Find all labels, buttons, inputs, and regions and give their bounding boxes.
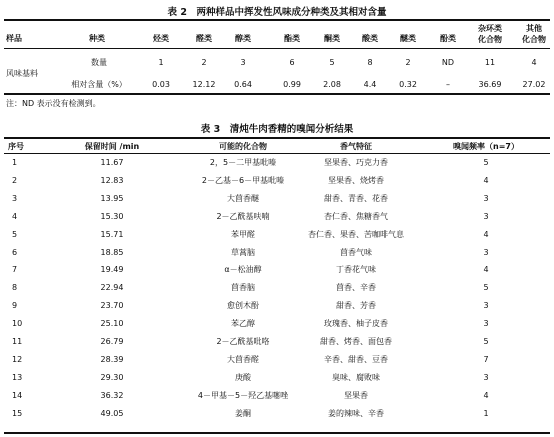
row-frequency: 3 <box>483 301 489 311</box>
row-frequency: 5 <box>483 337 489 346</box>
t2-h-esters: 酯类 <box>284 34 300 43</box>
t2-h-sample: 样品 <box>6 34 22 43</box>
row-frequency: 7 <box>483 354 489 364</box>
t2-h-kind: 种类 <box>89 34 105 43</box>
row-retention-time: 11.67 <box>100 158 124 167</box>
t2-h-heterocyclic: 杂环类 化合物 <box>478 24 502 44</box>
row-aroma: 姜的辣味、辛香 <box>328 408 384 418</box>
t3-h-aroma: 香气特征 <box>340 142 372 151</box>
row-retention-time: 28.39 <box>100 354 124 364</box>
row-frequency: 1 <box>483 408 489 418</box>
row-compound: α－松油醇 <box>224 265 262 275</box>
row-index: 6 <box>12 247 18 257</box>
table3-caption: 表 3 清炖牛肉香精的嗅闻分析结果 <box>200 124 354 135</box>
row-compound: 2－乙基－6－甲基吡嗪 <box>201 175 285 185</box>
row-retention-time: 36.32 <box>100 390 124 400</box>
row-retention-time: 15.30 <box>100 211 124 221</box>
row-index: 8 <box>12 283 18 293</box>
table3-header-rule <box>4 153 550 154</box>
row-frequency: 4 <box>483 390 489 400</box>
row-index: 1 <box>12 158 18 167</box>
row-aroma: 杏仁香、焦糖香气 <box>324 211 388 221</box>
row-retention-time: 23.70 <box>100 301 124 311</box>
row-aroma: 坚果香、巧克力香 <box>324 158 388 167</box>
row-compound: 愈创木酚 <box>227 301 259 311</box>
row-index: 4 <box>12 211 18 221</box>
t3-h-compound: 可能的化合物 <box>219 142 267 151</box>
row-frequency: 3 <box>483 247 489 257</box>
t2-h-alcohols: 醇类 <box>235 34 251 43</box>
row-index: 12 <box>12 354 23 364</box>
t3-h-retention: 保留时间 /min <box>84 142 140 151</box>
row-aroma: 茴香气味 <box>340 247 372 257</box>
row-aroma: 臭味、腐败味 <box>332 372 380 382</box>
row-retention-time: 19.49 <box>100 265 124 275</box>
row-frequency: 4 <box>483 265 489 275</box>
row-compound: 2－乙酰基吡咯 <box>216 337 270 346</box>
row-frequency: 4 <box>483 175 489 185</box>
row-frequency: 5 <box>483 283 489 293</box>
table3-top-rule <box>4 137 550 139</box>
table2-note: 注：ND 表示没有检测到。 <box>6 99 101 108</box>
row-index: 14 <box>12 390 23 400</box>
row-index: 13 <box>12 372 23 382</box>
row-aroma: 丁香花气味 <box>336 265 376 275</box>
row-compound: 庚酸 <box>235 372 251 382</box>
row-index: 5 <box>12 229 18 239</box>
row-frequency: 4 <box>483 229 489 239</box>
row-retention-time: 13.95 <box>100 193 124 203</box>
t2-h-ketones: 酮类 <box>324 34 340 43</box>
row-index: 15 <box>12 408 23 418</box>
row-frequency: 3 <box>483 193 489 203</box>
row-retention-time: 25.10 <box>100 319 124 329</box>
row-frequency: 3 <box>483 211 489 221</box>
t2-h-aldehydes: 醛类 <box>196 34 212 43</box>
row-aroma: 茴香、辛香 <box>336 283 376 293</box>
row-compound: 2，5－二甲基吡嗪 <box>209 158 277 167</box>
row-aroma: 杏仁香、果香、苦咖啡气息 <box>308 229 404 239</box>
row-index: 2 <box>12 175 18 185</box>
row-index: 10 <box>12 319 23 329</box>
t2-h-phenols: 酚类 <box>440 34 456 43</box>
row-aroma: 玫瑰香、柚子皮香 <box>324 319 388 329</box>
table2-bottom-rule <box>4 93 550 95</box>
t2-h-acids: 酸类 <box>362 34 378 43</box>
row-compound: 大茴香醚 <box>227 193 259 203</box>
row-retention-time: 12.83 <box>100 175 124 185</box>
t2-sample-name: 风味基料 <box>6 69 38 78</box>
row-compound: 姜酮 <box>235 408 251 418</box>
row-retention-time: 26.79 <box>100 337 124 346</box>
row-retention-time: 15.71 <box>100 229 124 239</box>
table2-caption: 表 2 两种样品中挥发性风味成分种类及其相对含量 <box>167 7 387 18</box>
t3-h-index: 序号 <box>8 142 24 151</box>
row-aroma: 甜香、青香、花香 <box>324 193 388 203</box>
row-compound: 大茴香醛 <box>227 354 259 364</box>
row-aroma: 甜香、芳香 <box>336 301 376 311</box>
row-retention-time: 49.05 <box>100 408 124 418</box>
row-compound: 苯甲醛 <box>231 229 255 239</box>
t3-h-frequency: 嗅闻频率（n=7） <box>453 142 519 151</box>
table2-header-rule <box>4 48 550 49</box>
row-frequency: 5 <box>483 158 489 167</box>
t2-h-others: 其他 化合物 <box>522 24 546 44</box>
row-compound: 2－乙酰基呋喃 <box>216 211 270 221</box>
row-retention-time: 22.94 <box>100 283 124 293</box>
row-aroma: 辛香、甜香、豆香 <box>324 354 388 364</box>
row-frequency: 3 <box>483 319 489 329</box>
row-index: 11 <box>12 337 23 346</box>
row-compound: 草蒿脑 <box>231 247 255 257</box>
row-index: 3 <box>12 193 18 203</box>
t2-h-hydrocarbons: 烃类 <box>153 34 169 43</box>
row-compound: 茴香脑 <box>231 283 255 293</box>
table3-bottom-rule <box>4 432 550 434</box>
table2-top-rule <box>4 19 550 21</box>
row-aroma: 坚果香、烧烤香 <box>328 175 384 185</box>
row-index: 7 <box>12 265 18 275</box>
row-retention-time: 29.30 <box>100 372 124 382</box>
row-aroma: 甜香、烤香、面包香 <box>320 337 392 346</box>
row-retention-time: 18.85 <box>100 247 124 257</box>
row-compound: 苯乙醇 <box>231 319 255 329</box>
t2-h-ethers: 醚类 <box>400 34 416 43</box>
row-index: 9 <box>12 301 18 311</box>
row-frequency: 3 <box>483 372 489 382</box>
row-aroma: 坚果香 <box>344 390 368 400</box>
row-compound: 4－甲基－5－羟乙基噻唑 <box>197 390 289 400</box>
